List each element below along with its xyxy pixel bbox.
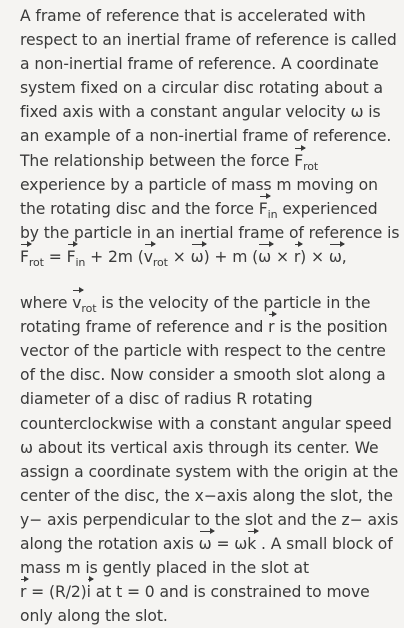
text-line: counterclockwise with a constant angular speed [20,414,392,433]
vector-symbol: r [294,245,300,269]
document-body [20,4,404,628]
text-line: fixed axis with a constant angular velocity ω is [20,103,381,122]
vector-symbol: ω [258,245,271,269]
subscript: rot [81,302,97,316]
vector-symbol: v [72,291,81,315]
text-line: experience by a particle of mass m moving on [20,175,378,194]
equation-text: + 2m ( [85,247,144,266]
vector-symbol: F [67,245,76,269]
equation-text: × [167,247,191,266]
paragraph-2 [20,291,404,628]
text-line: respect to an inertial frame of reference is called [20,31,397,50]
text-line [20,580,404,604]
text-segment: experienced [277,199,378,218]
text-line: by the particle in an inertial frame of reference is [20,223,400,242]
vector-symbol: F [20,245,29,269]
text-segment: rotating frame of reference and [20,318,269,337]
vector-symbol: ω [329,245,342,269]
text-segment: = (R/2) [26,583,87,602]
subscript: in [75,255,86,269]
subscript: rot [28,255,44,269]
text-segment: is the velocity of the particle in the [96,294,371,313]
equation-line [20,245,404,269]
text-line: A frame of reference that is accelerated with [20,7,366,25]
text-segment: = ω [211,534,248,553]
text-line [20,315,404,339]
equation-text: ) + m ( [203,247,259,266]
text-line [20,197,404,221]
text-segment: . A small block of [256,534,393,553]
text-line: diameter of a disc of radius R rotating [20,390,313,409]
paragraph-gap [20,269,404,291]
subscript: in [267,207,278,221]
text-line [20,532,404,556]
text-line [20,291,404,315]
vector-symbol: r [268,315,274,339]
text-segment: along the rotation axis [20,534,199,553]
text-segment: is the position [274,318,388,337]
text-line: only along the slot. [20,607,168,626]
vector-symbol: F [259,197,268,221]
text-line: an example of a non-inertial frame of reference. [20,127,392,146]
text-line: a non-inertial frame of reference. A coordinate [20,55,379,74]
vector-symbol: F [294,149,303,173]
text-segment: the rotating disc and the force [20,199,259,218]
subscript: rot [152,255,168,269]
text-line: of the disc. Now consider a smooth slot along a [20,366,386,385]
equation-text: , [341,247,347,266]
paragraph-1 [20,4,404,269]
text-line: y− axis perpendicular to the slot and the z− axis [20,510,399,529]
text-line [20,149,404,173]
text-line: mass m is gently placed in the slot at [20,559,309,578]
equation-text: = [43,247,67,266]
text-line: assign a coordinate system with the origin at the [20,462,399,481]
vector-symbol: ω [199,532,212,556]
equation-text: ) × [300,247,329,266]
text-line: ω about its vertical axis through its center. We [20,438,379,457]
text-segment: where [20,294,73,313]
vector-symbol: k [247,532,256,556]
text-segment: The relationship between the force [20,151,295,170]
text-line: vector of the particle with respect to the centre [20,342,386,361]
text-line: center of the disc, the x−axis along the slot, the [20,486,393,505]
subscript: rot [303,159,319,173]
text-segment: at t = 0 and is constrained to move [90,583,370,602]
text-line: system fixed on a circular disc rotating about a [20,79,383,98]
vector-symbol: i [87,580,91,604]
vector-symbol: r [20,580,26,604]
vector-symbol: v [144,245,153,269]
equation-text: × [271,247,294,266]
vector-symbol: ω [191,245,204,269]
